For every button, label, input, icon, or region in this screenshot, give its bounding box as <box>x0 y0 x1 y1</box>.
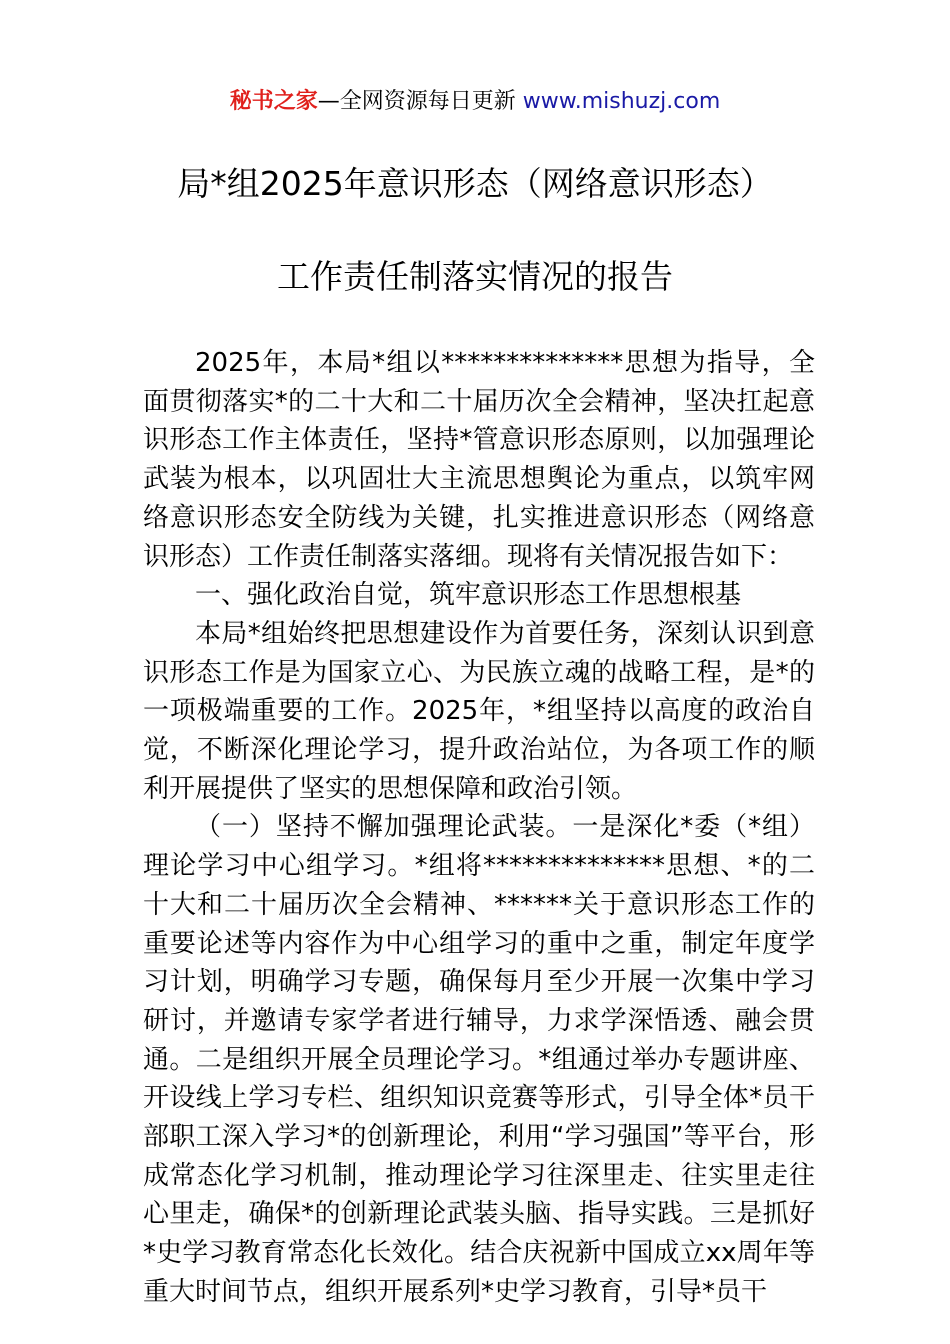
document-title-line-1: 局*组2025年意识形态（网络意识形态） <box>177 164 773 203</box>
site-url-link[interactable]: www.mishuzj.com <box>522 89 721 114</box>
section-heading: 一、强化政治自觉，筑牢意识形态工作思想根基 <box>195 580 742 611</box>
intro-paragraph: 2025年，本局*组以**************思想为指导，全面贯彻落实*的二十大和二十届历次全会精神，坚决扛起意识形态工作主体责任，坚持*管意识形态原则，以加强理论武装为根本，以巩固壮大主流思想舆论为重点，以筑牢网络意识形态安全防线为关键，扎实推进意识形态（网络意识形态）工作责任制落实落细。现将有关情况报告如下： <box>143 348 815 572</box>
site-slogan: —全网资源每日更新 <box>317 89 523 114</box>
site-brand: 秘书之家 <box>229 89 318 114</box>
document-title-line-2: 工作责任制落实情况的报告 <box>277 257 673 296</box>
subsection-paragraph: （一）坚持不懈加强理论武装。一是深化*委（*组）理论学习中心组学习。*组将**************思想、*的二十大和二十届历次全会精神、******关于意识形态工作的重要论述等内容作为中心组学习的重中之重，制定年度学习计划，明确学习专题，确保每月至少开展一次集中学习研讨，并邀请专家学者进行辅导，力求学深悟透、融会贯通。二是组织开展全员理论学习。*组通过举办专题讲座、开设线上学习专栏、组织知识竞赛等形式，引导全体*员干部职工深入学习*的创新理论，利用“学习强国”等平台，形成常态化学习机制，推动理论学习往深里走、往实里走往心里走，确保*的创新理论武装头脑、指导实践。三是抓好*史学习教育常态化长效化。结合庆祝新中国成立xx周年等重大时间节点，组织开展系列*史学习教育，引导*员干 <box>143 812 815 1307</box>
document-body <box>143 344 815 1312</box>
site-header <box>0 86 950 118</box>
section-paragraph: 本局*组始终把思想建设作为首要任务，深刻认识到意识形态工作是为国家立心、为民族立魂的战略工程，是*的一项极端重要的工作。2025年，*组坚持以高度的政治自觉，不断深化理论学习，提升政治站位，为各项工作的顺利开展提供了坚实的思想保障和政治引领。 <box>143 618 815 804</box>
